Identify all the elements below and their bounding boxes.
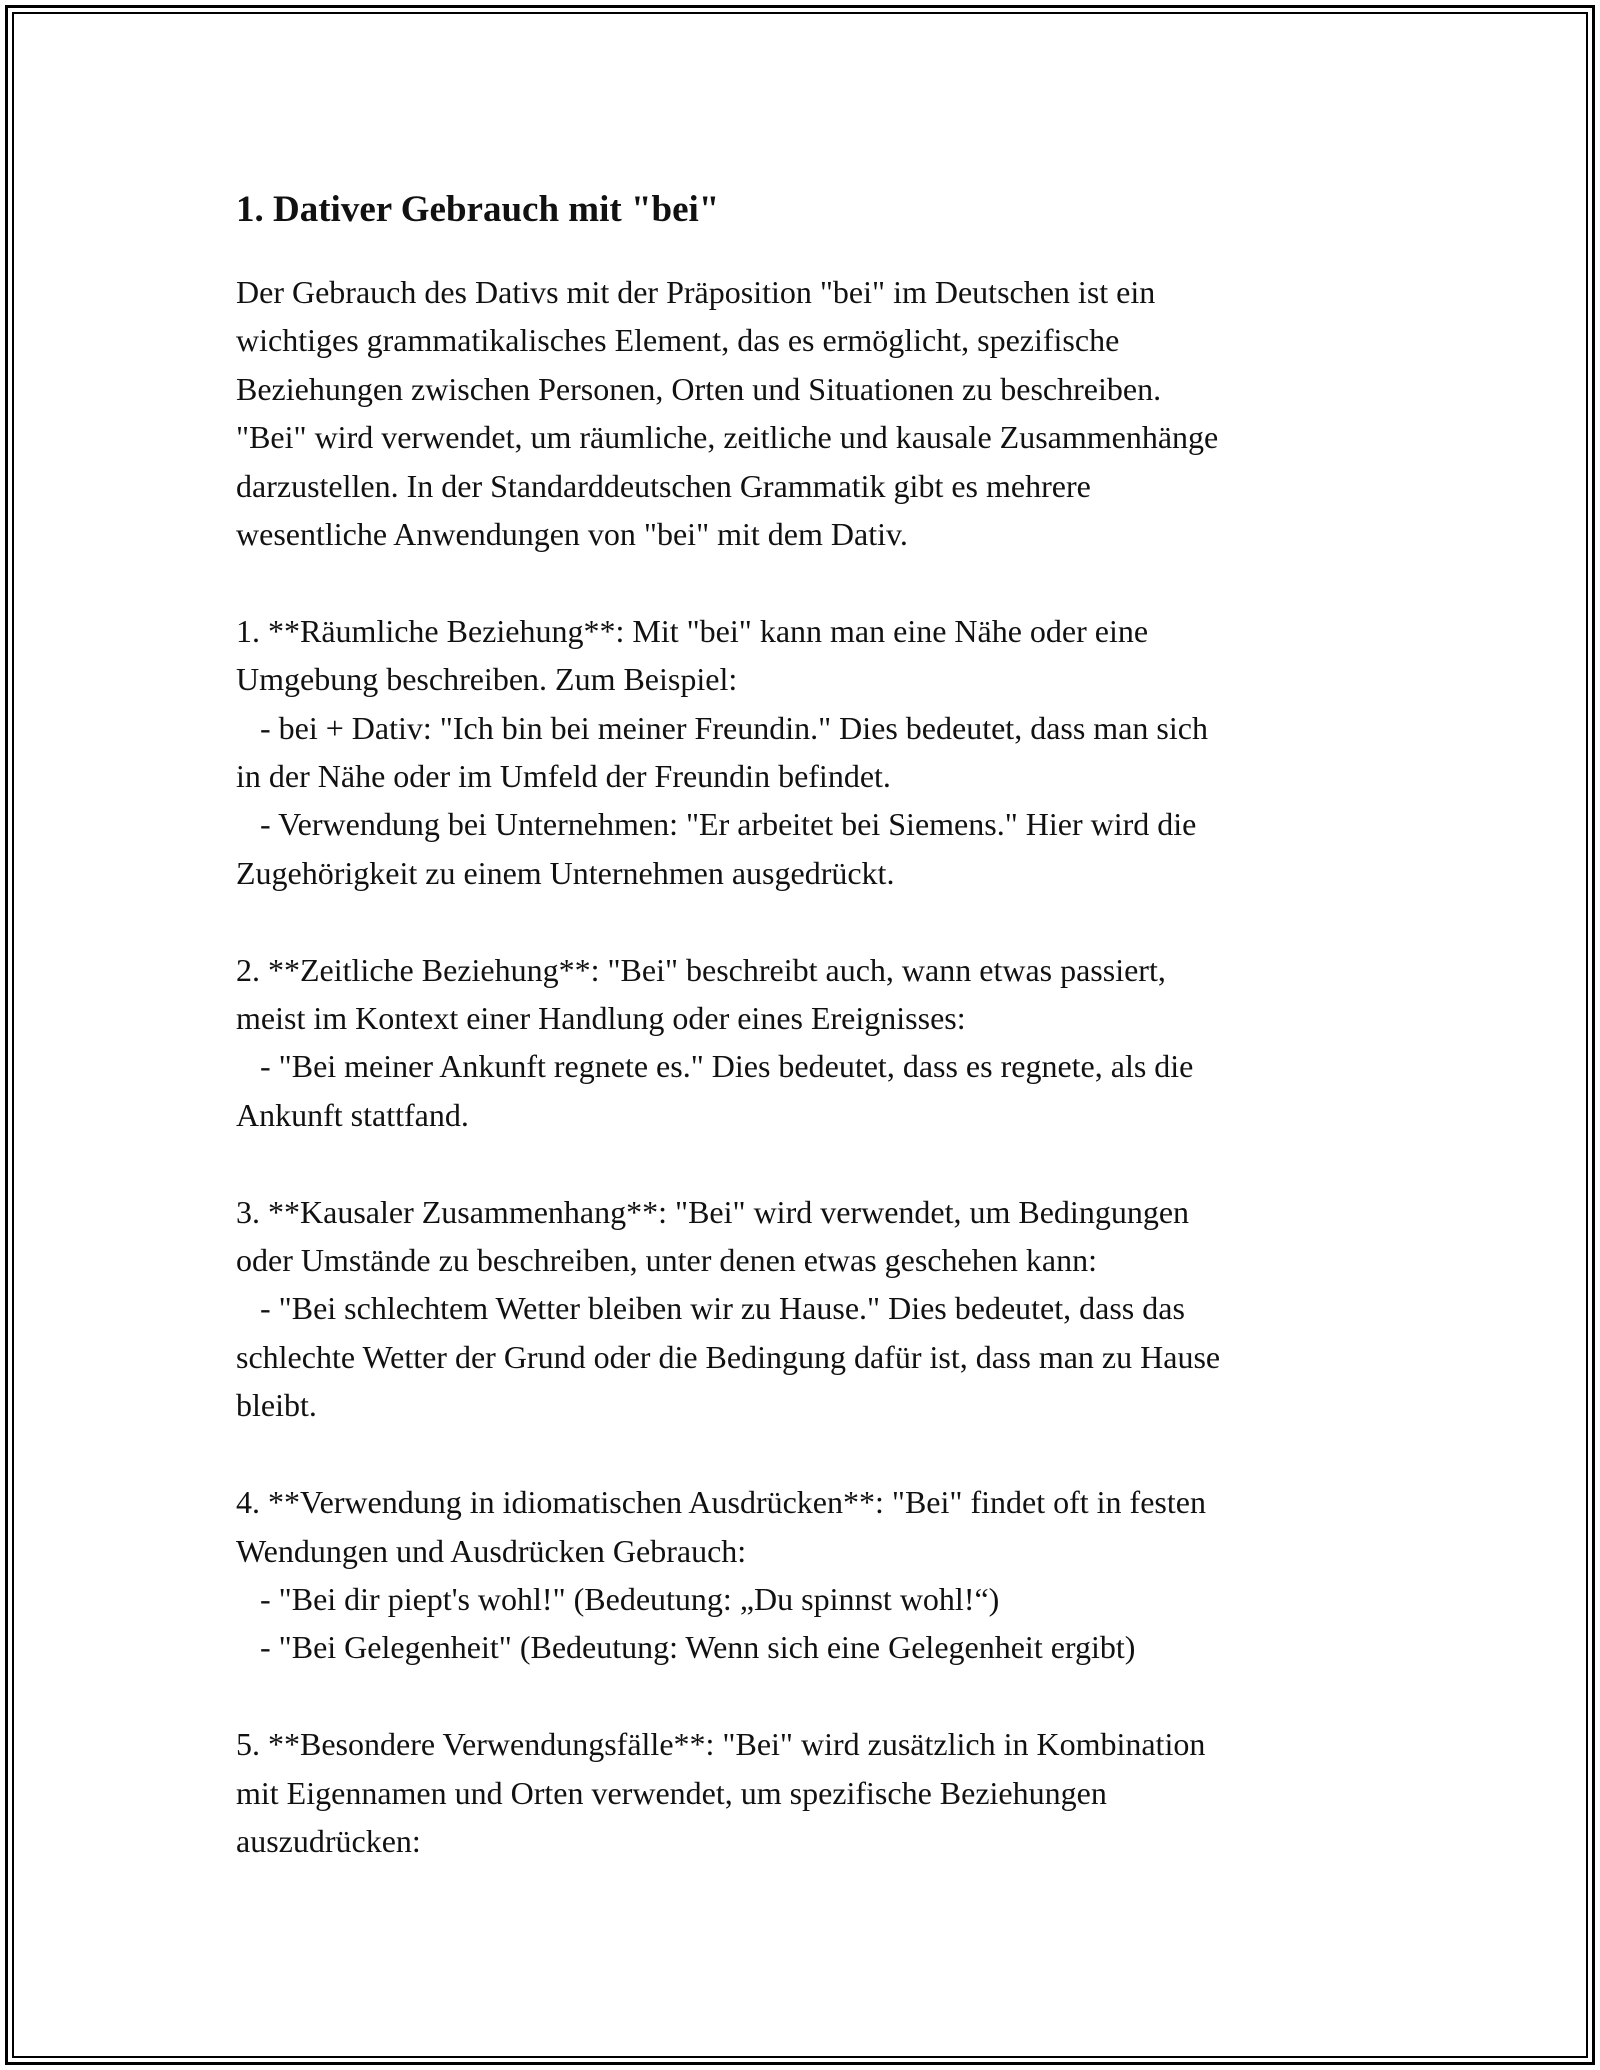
document-title: 1. Dativer Gebrauch mit "bei" (236, 189, 720, 230)
section-spatial-relation: 1. **Räumliche Beziehung**: Mit "bei" kann man eine Nähe oder eine Umgebung beschreiben. Zum Beispiel: - bei + Dativ: "Ich bin bei meiner Freundin." Dies bedeutet, dass man sich in der Nähe oder im Umfeld der Freundin befindet. - Verwendung bei Unternehmen: "Er arbeitet bei Siemens." Hier wird die Zugehörigkeit zu einem Unternehmen ausgedrückt. (236, 612, 1208, 891)
section-idiomatic-usage: 4. **Verwendung in idiomatischen Ausdrücken**: "Bei" findet oft in festen Wendungen und Ausdrücken Gebrauch: - "Bei dir piept's wohl!" (Bedeutung: „Du spinnst wohl!“) - "Bei Gelegenheit" (Bedeutung: Wenn sich eine Gelegenheit ergibt) (236, 1484, 1206, 1666)
intro-paragraph: Der Gebrauch des Dativs mit der Präposition "bei" im Deutschen ist ein wichtiges grammatikalisches Element, das es ermöglicht, spezifische Beziehungen zwischen Personen, Orten und Situationen zu beschreiben. "Bei" wird verwendet, um räumliche, zeitliche und kausale Zusammenhänge darzustellen. In der Standarddeutschen Grammatik gibt es mehrere wesentliche Anwendungen von "bei" mit dem Dativ. (236, 274, 1219, 553)
section-temporal-relation: 2. **Zeitliche Beziehung**: "Bei" beschreibt auch, wann etwas passiert, meist im Kontext einer Handlung oder eines Ereignisses: - "Bei meiner Ankunft regnete es." Dies bedeutet, dass es regnete, als die Ankunft stattfand. (236, 951, 1194, 1133)
section-causal-relation: 3. **Kausaler Zusammenhang**: "Bei" wird verwendet, um Bedingungen oder Umstände zu beschreiben, unter denen etwas geschehen kann: - "Bei schlechtem Wetter bleiben wir zu Hause." Dies bedeutet, dass das schlechte Wetter der Grund oder die Bedingung dafür ist, dass man zu Hause bleibt. (236, 1193, 1221, 1424)
section-special-cases: 5. **Besondere Verwendungsfälle**: "Bei" wird zusätzlich in Kombination mit Eigennamen und Orten verwendet, um spezifische Beziehungen auszudrücken: (236, 1726, 1206, 1859)
document-body (236, 186, 1386, 1865)
